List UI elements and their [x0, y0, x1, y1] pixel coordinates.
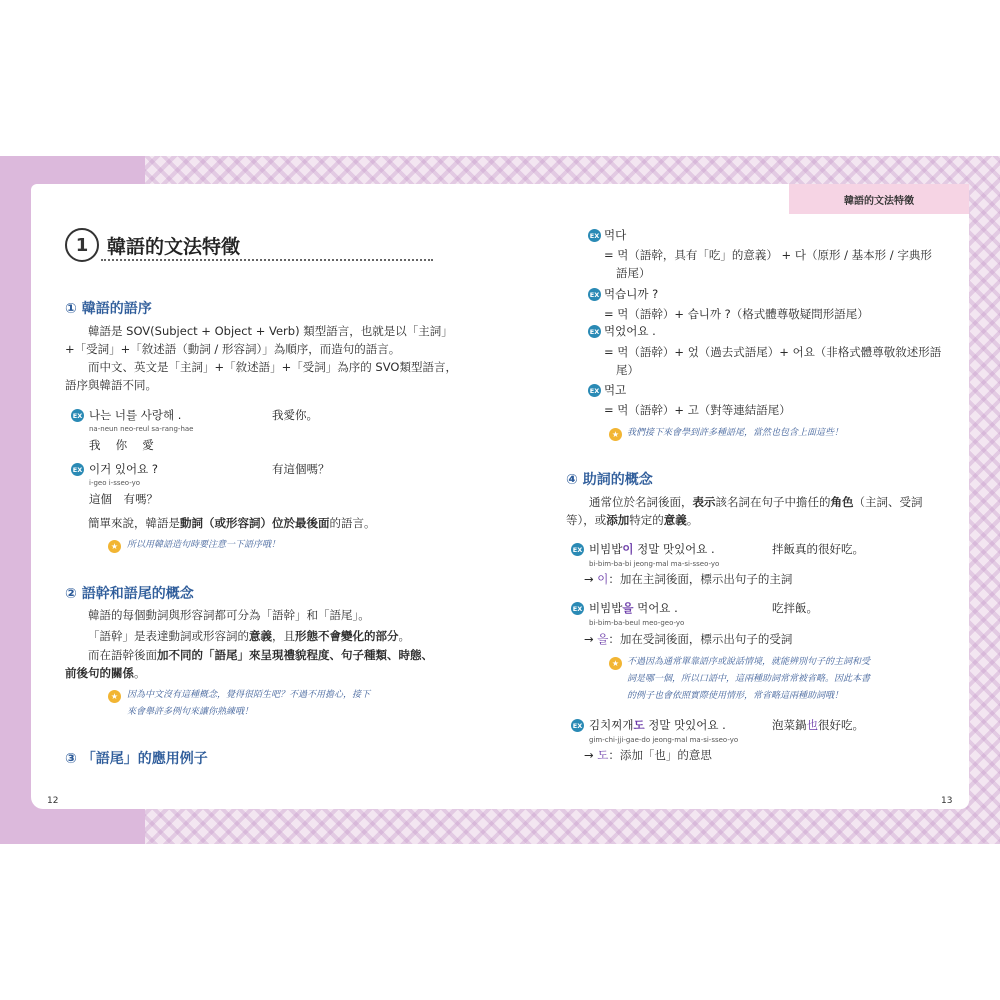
- romanization: na-neun neo-reul sa-rang-hae: [89, 425, 194, 433]
- page-number-right: 13: [941, 796, 953, 806]
- example-badge-icon: EX: [71, 463, 84, 476]
- romanization: bi-bim-ba-beul meo-geo-yo: [589, 619, 685, 627]
- particle-highlight: 이: [622, 542, 634, 556]
- paragraph: 前後句的關係。: [65, 666, 146, 680]
- section-word-order-title: ① 韓語的語序: [65, 301, 152, 317]
- paragraph: 韓語是 SOV(Subject + Object + Verb) 類型語言，也就是以「主詞」: [88, 324, 453, 338]
- romanization: i-geo i-sseo-yo: [89, 479, 141, 487]
- page-number-left: 12: [47, 796, 59, 806]
- example-badge-icon: EX: [588, 288, 601, 301]
- korean-word: 먹다: [604, 228, 627, 242]
- paragraph: 語序與韓語不同。: [65, 378, 157, 392]
- paragraph: 而在語幹後面加不同的「語尾」來呈現禮貌程度、句子種類、時態、: [88, 648, 433, 662]
- analysis-line: = 먹（語幹）+ 고（對等連結語尾）: [604, 403, 791, 417]
- analysis-line: = 먹（語幹，具有「吃」的意義） + 다（原形 / 基本形 / 字典形: [604, 248, 932, 262]
- korean-word: 먹습니까 ?: [604, 287, 659, 301]
- gloss: 我 你 愛: [89, 438, 154, 452]
- translation: 拌飯真的很好吃。: [772, 542, 864, 556]
- translation: 泡菜鍋也很好吃。: [772, 718, 864, 732]
- paragraph: 韓語的每個動詞與形容詞都可分為「語幹」和「語尾」。: [88, 608, 370, 622]
- korean-sentence: 비빔밥을 먹어요 .: [589, 601, 678, 615]
- chapter-title: 韓語的文法特徵: [107, 235, 241, 258]
- paragraph: 「語幹」是表達動詞或形容詞的意義，且形態不會變化的部分。: [88, 629, 410, 643]
- example-badge-icon: EX: [571, 543, 584, 556]
- romanization: bi-bim-ba-bi jeong-mal ma-si-sseo-yo: [589, 560, 720, 568]
- particle-highlight: 을: [622, 601, 634, 615]
- summary-sentence: 簡單來說，韓語是動詞（或形容詞）位於最後面的語言。: [88, 516, 376, 530]
- tip-note: 來會舉許多例句來讓你熟練哦！: [127, 707, 254, 717]
- gloss: 這個 有嗎？: [89, 492, 158, 506]
- analysis-line: 語尾）: [616, 266, 651, 280]
- star-note-icon: ★: [108, 690, 121, 703]
- paragraph: 等），或添加特定的意義。: [566, 513, 699, 527]
- example-badge-icon: EX: [571, 602, 584, 615]
- analysis-line: = 먹（語幹）+ 습니까 ?（格式體尊敬疑問形語尾）: [604, 307, 869, 321]
- korean-sentence: 비빔밥이 정말 맛있어요 .: [589, 542, 715, 556]
- tip-note: 因為中文沒有這種概念，覺得很陌生吧？不過不用擔心，接下: [127, 690, 371, 700]
- chapter-heading: [65, 228, 240, 262]
- tip-note: 所以用韓語造句時要注意一下語序哦！: [127, 540, 281, 550]
- section-particle-title: ④ 助詞的概念: [566, 472, 653, 488]
- paragraph: 通常位於名詞後面，表示該名詞在句子中擔任的角色（主詞、受詞: [589, 495, 923, 509]
- paragraph: 而中文、英文是「主詞」+「敘述語」+「受詞」為序的 SVO類型語言，: [88, 360, 457, 374]
- running-header: 韓語的文法特徵: [789, 184, 969, 214]
- particle-explanation: → 을：加在受詞後面，標示出句子的受詞: [584, 632, 793, 646]
- translation: 有這個嗎？: [272, 462, 330, 476]
- example-badge-icon: EX: [571, 719, 584, 732]
- korean-example: 나는 너를 사랑해 .: [89, 408, 182, 422]
- paragraph: +「受詞」+「敘述語（動詞 / 形容詞）」為順序，而造句的語言。: [65, 342, 401, 356]
- star-note-icon: ★: [609, 657, 622, 670]
- section-stem-ending-title: ② 語幹和語尾的概念: [65, 586, 194, 602]
- romanization: gim-chi-jji-gae-do jeong-mal ma-si-sseo-yo: [589, 736, 739, 744]
- tip-note: 不過因為通常單靠語序或說話情境，就能辨別句子的主詞和受: [627, 657, 871, 667]
- korean-word: 먹고: [604, 383, 627, 397]
- chapter-number: 1: [65, 228, 99, 262]
- star-note-icon: ★: [609, 428, 622, 441]
- korean-example: 이거 있어요 ?: [89, 462, 158, 476]
- example-badge-icon: EX: [588, 325, 601, 338]
- star-note-icon: ★: [108, 540, 121, 553]
- example-badge-icon: EX: [588, 229, 601, 242]
- korean-sentence: 김치찌개도 정말 맛있어요 .: [589, 718, 726, 732]
- example-badge-icon: EX: [588, 384, 601, 397]
- particle-highlight: 도: [633, 718, 645, 732]
- translation: 吃拌飯。: [772, 601, 818, 615]
- tip-note: 我們接下來會學到許多種語尾，當然也包含上面這些！: [627, 428, 844, 438]
- particle-explanation: → 도：添加「也」的意思: [584, 748, 712, 762]
- tip-note: 的例子也會依照實際使用情形，常省略這兩種助詞哦！: [627, 691, 844, 701]
- tip-note: 詞是哪一個，所以口語中，這兩種助詞常常被省略。因此本書: [627, 674, 871, 684]
- particle-explanation: → 이：加在主詞後面，標示出句子的主詞: [584, 572, 793, 586]
- section-ending-examples-title: ③ 「語尾」的應用例子: [65, 751, 208, 767]
- chapter-rule: [101, 259, 433, 261]
- korean-word: 먹었어요 .: [604, 324, 656, 338]
- analysis-line: 尾）: [616, 363, 639, 377]
- translation: 我愛你。: [272, 408, 318, 422]
- analysis-line: = 먹（語幹）+ 었（過去式語尾）+ 어요（非格式體尊敬敘述形語: [604, 345, 942, 359]
- example-badge-icon: EX: [71, 409, 84, 422]
